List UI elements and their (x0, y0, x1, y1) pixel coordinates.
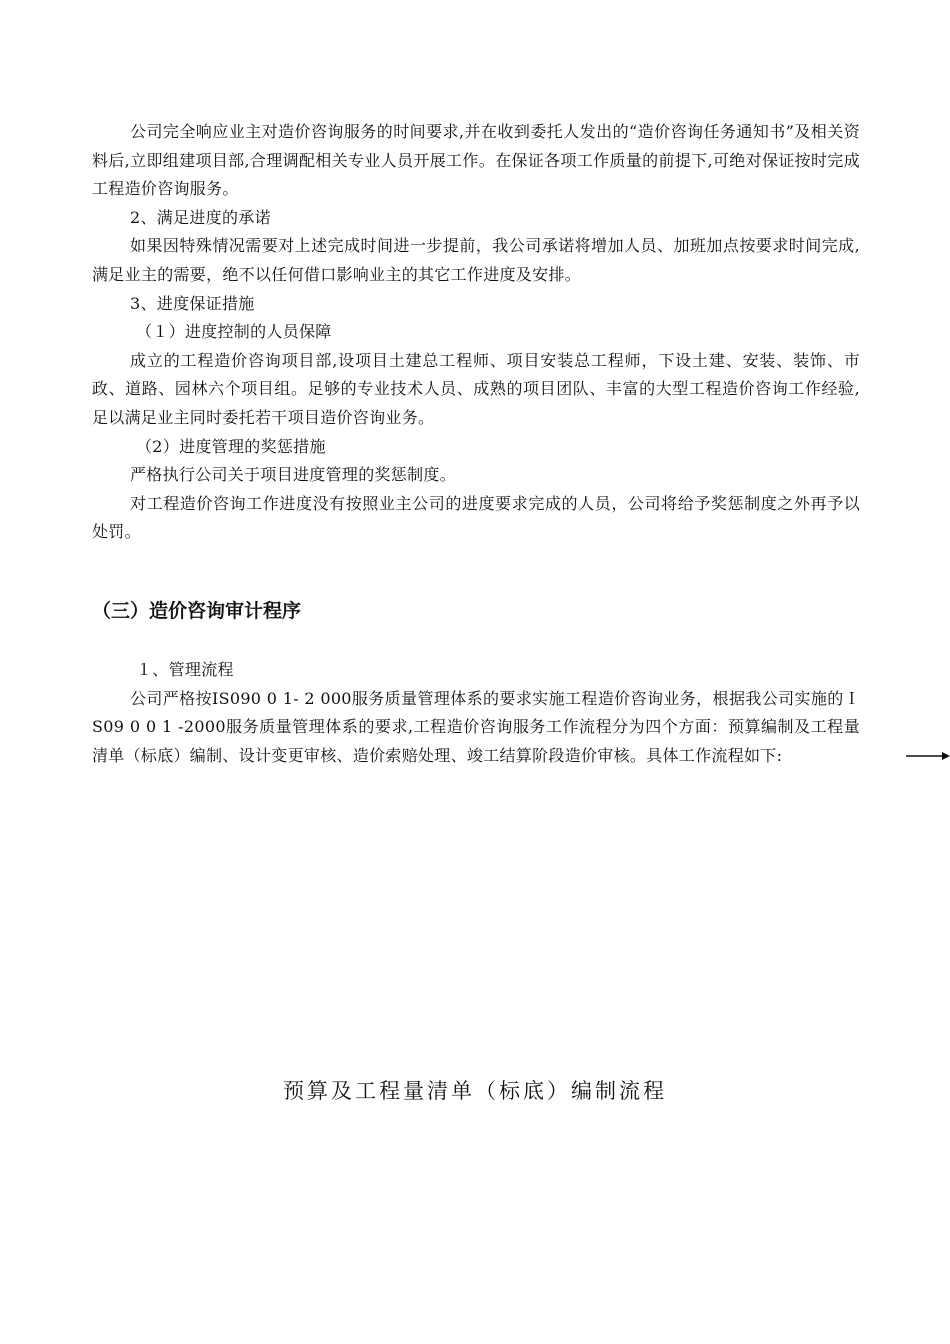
subheading-measures: 3、进度保证措施 (130, 293, 255, 313)
subheading-commitment: 2、满足进度的承诺 (130, 207, 271, 227)
progress-section (92, 118, 860, 547)
paragraph-personnel: 成立的工程造价咨询项目部,设项目土建总工程师、项目安装总工程师，下设土建、安装、装饰、市政、道路、园林六个项目组。足够的专业技术人员、成熟的项目团队、丰富的大型工程造价咨询工作经验,足以满足业主同时委托若干项目造价咨询业务。 (92, 350, 860, 427)
paragraph-commitment: 如果因特殊情况需要对上述完成时间进一步提前，我公司承诺将增加人员、加班加点按要求时间完成,满足业主的需要，绝不以任何借口影响业主的其它工作进度及安排。 (92, 236, 860, 284)
subheading-management-flow: １、管理流程 (136, 660, 234, 679)
arrow-right-icon (906, 748, 950, 764)
flow-chart-title: 预算及工程量清单（标底）编制流程 (283, 1079, 667, 1103)
subheading-rewards: （2）进度管理的奖惩措施 (136, 436, 326, 456)
paragraph-rewards: 严格执行公司关于项目进度管理的奖惩制度。 (130, 465, 457, 485)
paragraph-management-flow: 公司严格按IS090 0 1- 2 000服务质量管理体系的要求实施工程造价咨询业务，根据我公司实施的Ｉ S09 0 0 1 -2000服务质量管理体系的要求,工程造价咨询服务工作流程分为四个方面：预算编制及工程量清单（标底）编制、设计变更审核、造价索赔处理、竣工结算阶段造价审核。具体工作流程如下: (92, 688, 860, 765)
paragraph-penalty: 对工程造价咨询工作进度没有按照业主公司的进度要求完成的人员，公司将给予奖惩制度之外再予以处罚。 (92, 493, 860, 542)
paragraph-time-response: 公司完全响应业主对造价咨询服务的时间要求,并在收到委托人发出的“造价咨询任务通知书”及相关资料后,立即组建项目部,合理调配相关专业人员开展工作。在保证各项工作质量的前提下,可绝对保证按时完成工程造价咨询服务。 (92, 122, 860, 199)
subheading-personnel: （１）进度控制的人员保障 (136, 322, 332, 342)
section-title-audit-procedure: （三）造价咨询审计程序 (92, 600, 302, 622)
audit-procedure-section (92, 656, 860, 770)
